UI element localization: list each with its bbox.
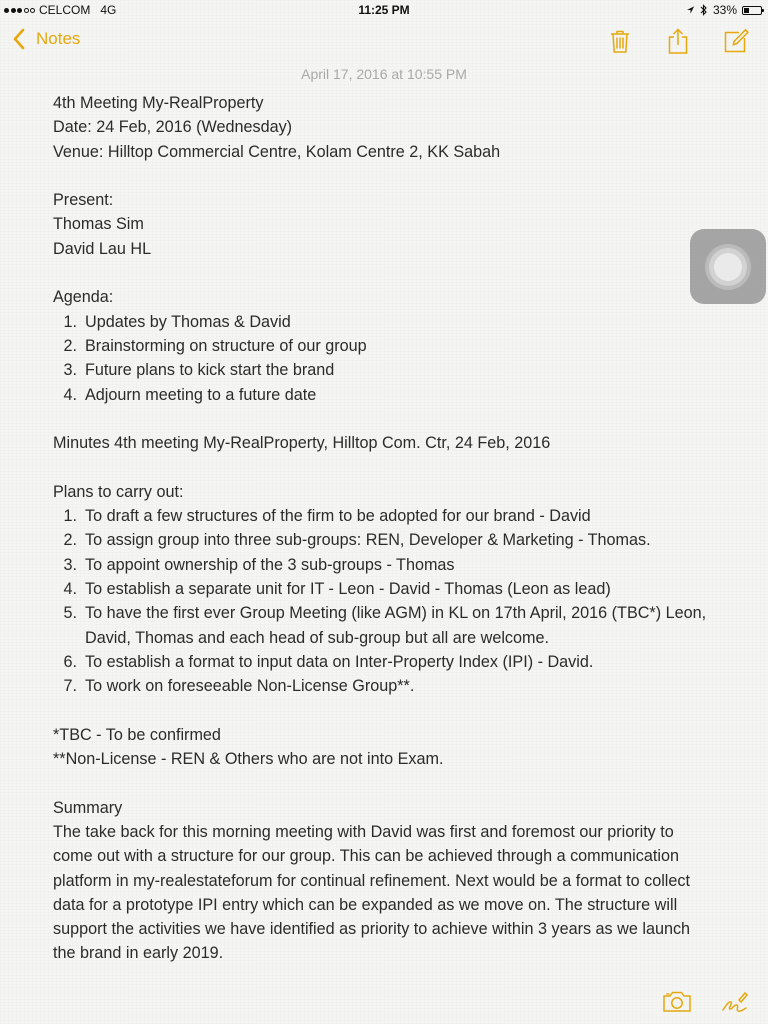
plans-heading: Plans to carry out:	[53, 482, 184, 501]
plan-item-text: To appoint ownership of the 3 sub-groups - Thomas	[85, 555, 455, 574]
agenda-item-text: Future plans to kick start the brand	[85, 361, 335, 380]
back-label: Notes	[36, 29, 81, 48]
plan-item-text: To draft a few structures of the firm to be adopted for our brand - David	[85, 507, 591, 526]
agenda-item: 4. Adjourn meeting to a future date	[63, 385, 317, 404]
blank-line	[53, 164, 713, 188]
bottom-toolbar	[662, 988, 748, 1016]
share-icon[interactable]	[664, 27, 692, 55]
plan-item: 3. To appoint ownership of the 3 sub-groups - Thomas	[63, 555, 455, 574]
battery-icon	[742, 6, 762, 15]
back-button[interactable]	[12, 28, 80, 50]
camera-icon[interactable]	[662, 988, 690, 1016]
plan-item: 5. To have the first ever Group Meeting (like AGM) in KL on 17th April, 2016 (TBC*) Leon, David, Thomas and each head of sub-group but all are welcome.	[63, 604, 707, 647]
plan-item: 6. To establish a format to input data on Inter-Property Index (IPI) - David.	[63, 652, 594, 671]
meeting-date: Date: 24 Feb, 2016 (Wednesday)	[53, 118, 293, 137]
blank-line	[53, 455, 713, 479]
plan-item-text: To establish a separate unit for IT - Leon - David - Thomas (Leon as lead)	[85, 579, 611, 598]
attendee: David Lau HL	[53, 239, 152, 258]
summary-heading: Summary	[53, 798, 123, 817]
plan-item-text: To work on foreseeable Non-License Group**.	[85, 677, 415, 696]
chevron-left-icon	[12, 28, 26, 50]
agenda-heading: Agenda:	[53, 288, 114, 307]
blank-line	[53, 698, 713, 722]
agenda-item: 3. Future plans to kick start the brand	[63, 361, 335, 380]
summary-text: The take back for this morning meeting with David was first and foremost our priority to come out with a structure for our group. This can be achieved through a communication platform in my-realestateforum for continual refinement. Next would be a format to collect data for a prototype IPI entry which can be expanded as we move on. The structure will support the activities we have identified as priority to achieve within 3 years as we launch the brand in early 2019.	[53, 822, 691, 963]
present-heading: Present:	[53, 191, 114, 210]
plan-item-text: To have the first ever Group Meeting (like AGM) in KL on 17th April, 2016 (TBC*) Leon, David, Thomas and each head of sub-group but all are welcome.	[85, 604, 707, 647]
compose-icon[interactable]	[722, 27, 750, 55]
agenda-item-text: Updates by Thomas & David	[85, 312, 291, 331]
meeting-venue: Venue: Hilltop Commercial Centre, Kolam Centre 2, KK Sabah	[53, 142, 501, 161]
trash-icon[interactable]	[606, 27, 634, 55]
network-type: 4G	[100, 3, 117, 17]
sketch-icon[interactable]	[720, 988, 748, 1016]
navigation-bar	[0, 20, 768, 64]
nav-actions	[606, 27, 750, 55]
blank-line	[53, 771, 713, 795]
blank-line	[53, 261, 713, 285]
status-time: 11:25 PM	[358, 3, 410, 17]
note-timestamp: April 17, 2016 at 10:55 PM	[301, 66, 467, 82]
footnote: *TBC - To be confirmed	[53, 725, 221, 744]
minutes-line: Minutes 4th meeting My-RealProperty, Hilltop Com. Ctr, 24 Feb, 2016	[53, 434, 551, 453]
location-arrow-icon	[686, 5, 695, 15]
battery-percent: 33%	[712, 3, 737, 17]
note-title: 4th Meeting My-RealProperty	[53, 94, 264, 112]
agenda-item-text: Brainstorming on structure of our group	[85, 336, 367, 355]
agenda-item: 2. Brainstorming on structure of our group	[63, 336, 367, 355]
status-right	[686, 3, 762, 17]
battery-fill	[744, 8, 749, 13]
agenda-list	[53, 310, 713, 407]
plan-item-text: To establish a format to input data on Inter-Property Index (IPI) - David.	[85, 652, 594, 671]
status-bar	[0, 0, 768, 20]
assistive-touch-button[interactable]	[690, 229, 766, 304]
blank-line	[53, 407, 713, 431]
note-body[interactable]	[53, 91, 713, 966]
plan-item: 7. To work on foreseeable Non-License Group**.	[63, 677, 415, 696]
plan-item: 1. To draft a few structures of the firm to be adopted for our brand - David	[63, 507, 591, 526]
carrier-name: CELCOM	[39, 3, 91, 17]
agenda-item: 1. Updates by Thomas & David	[63, 312, 291, 331]
attendee: Thomas Sim	[53, 215, 144, 234]
footnote: **Non-License - REN & Others who are not into Exam.	[53, 750, 444, 769]
plan-item: 2. To assign group into three sub-groups: REN, Developer & Marketing - Thomas.	[63, 531, 651, 550]
plans-list	[53, 504, 713, 698]
plan-item: 4. To establish a separate unit for IT - Leon - David - Thomas (Leon as lead)	[63, 579, 611, 598]
bluetooth-icon	[700, 4, 708, 16]
agenda-item-text: Adjourn meeting to a future date	[85, 385, 317, 404]
plan-item-text: To assign group into three sub-groups: REN, Developer & Marketing - Thomas.	[85, 531, 651, 550]
